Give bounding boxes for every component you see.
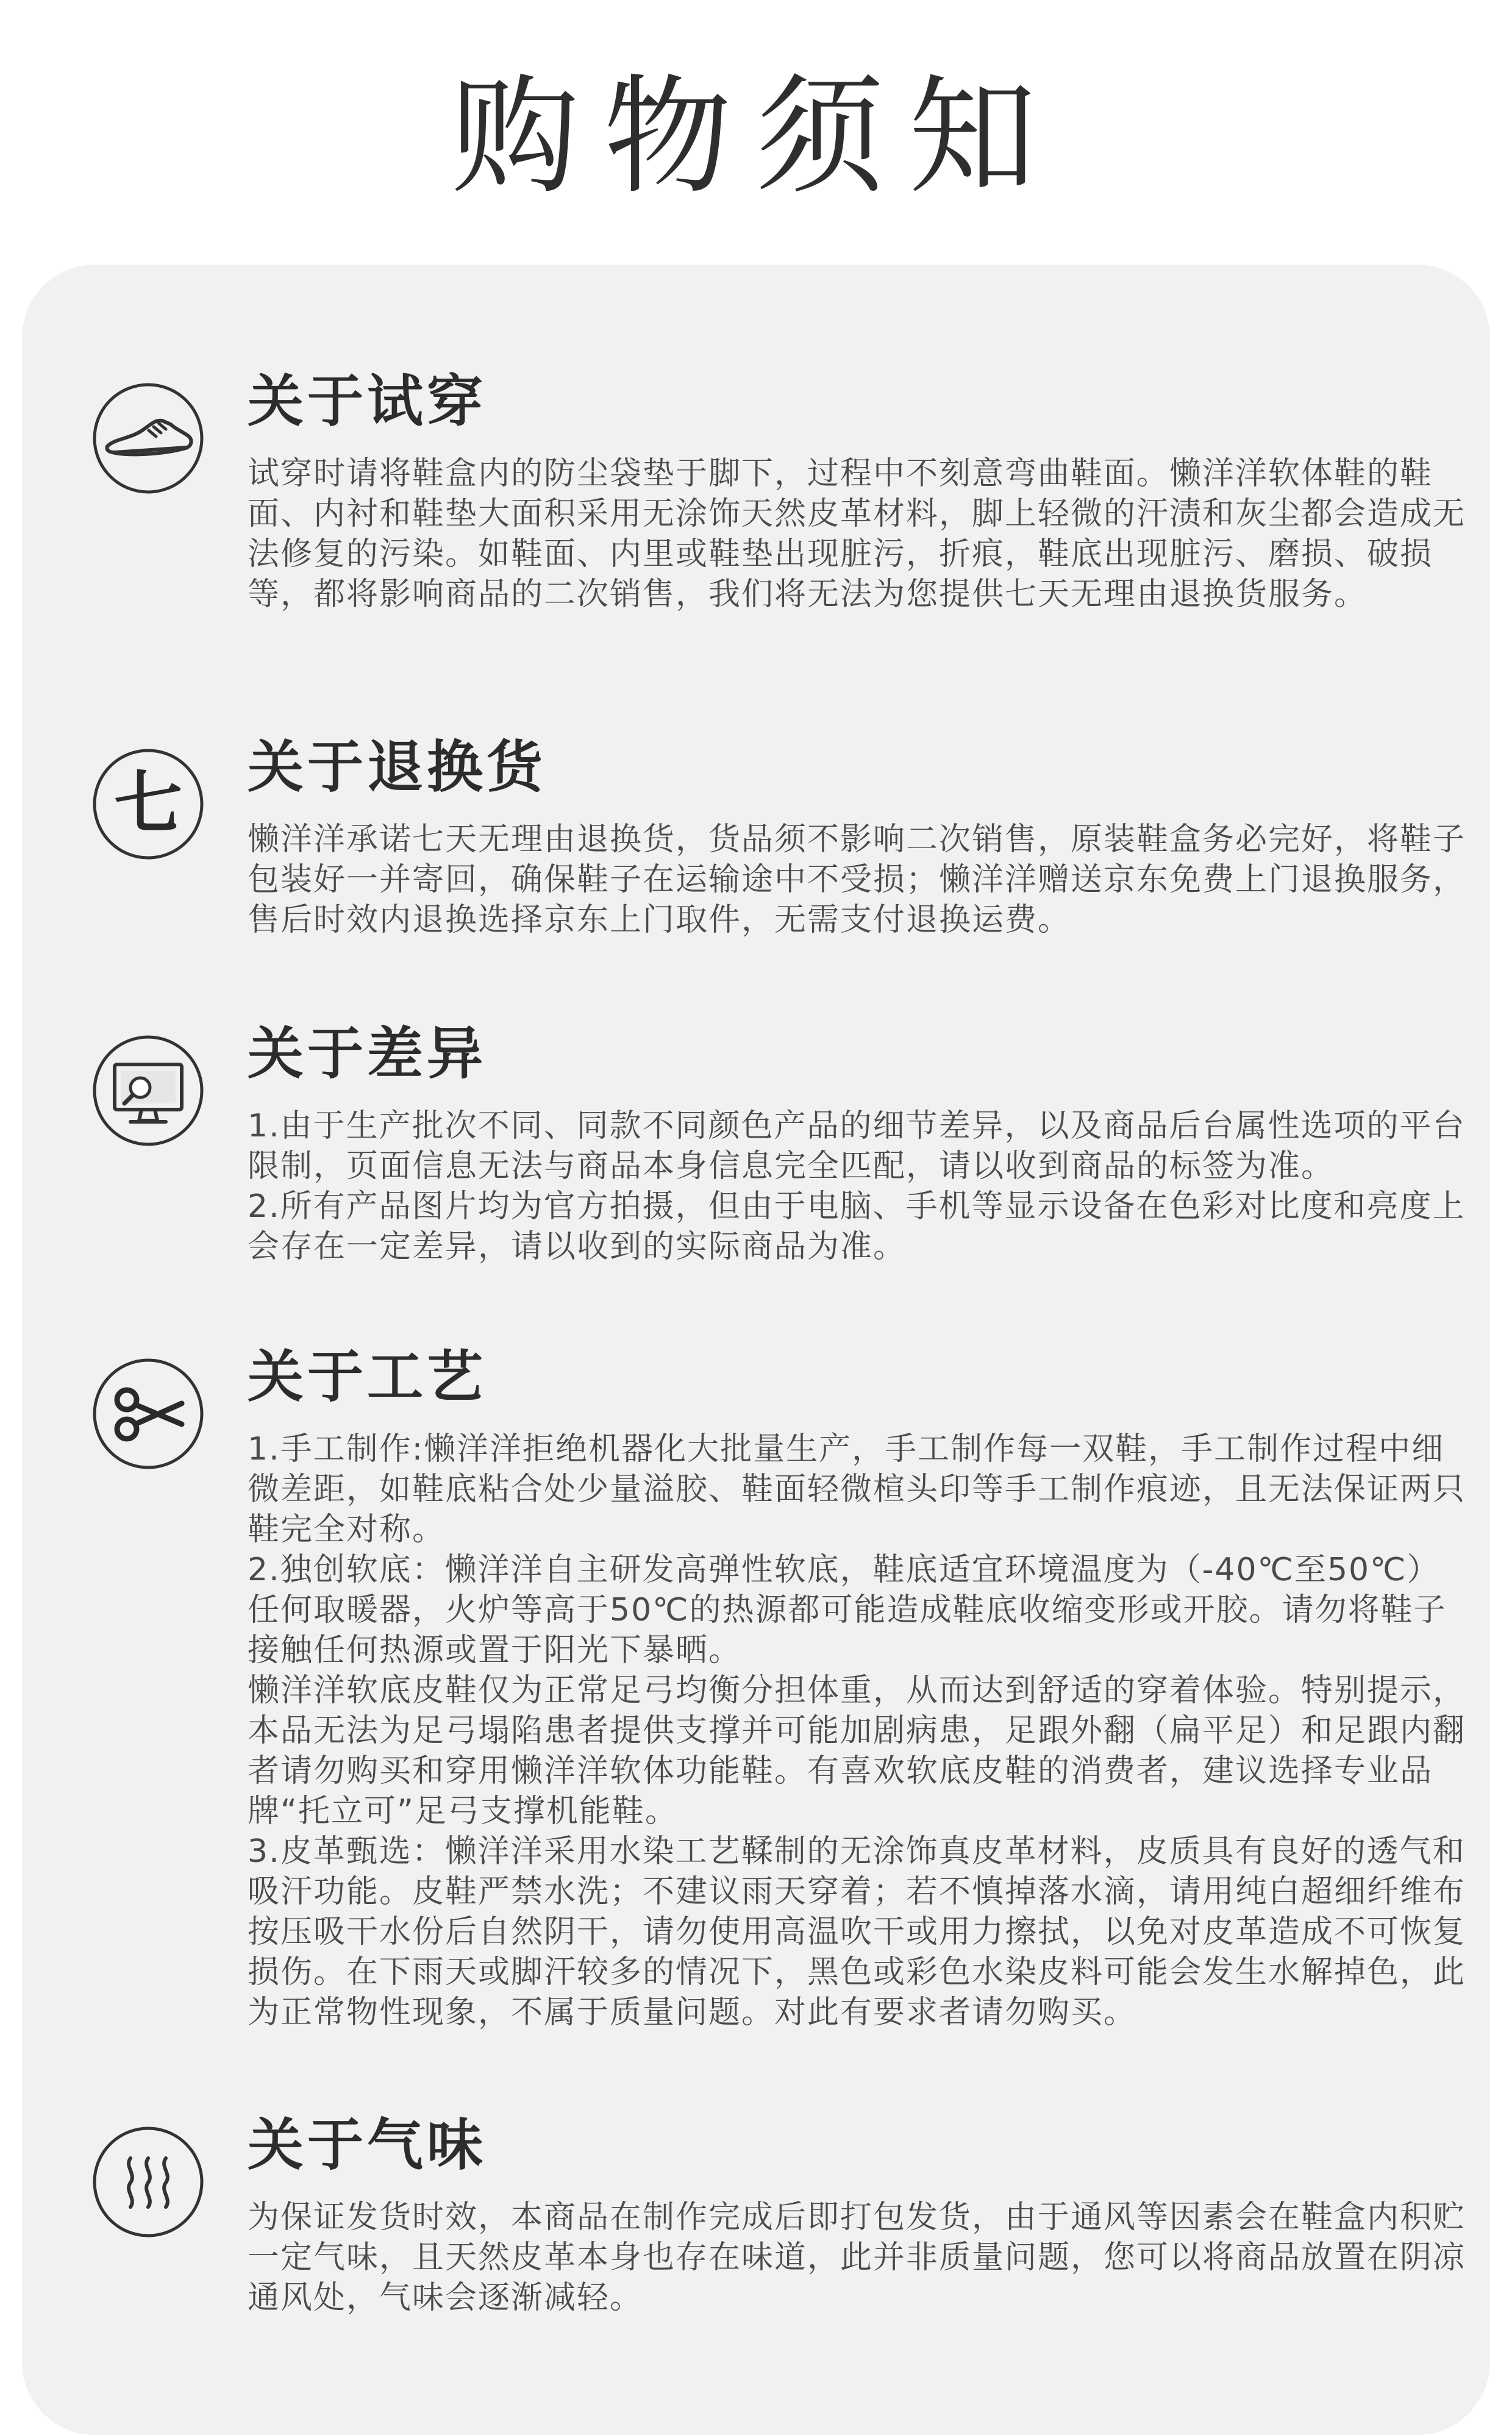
section-body: [248, 1429, 1466, 2033]
section-body: [248, 454, 1466, 615]
section-heading: 关于退换货: [248, 735, 547, 800]
section-paragraph: 试穿时请将鞋盒内的防尘袋垫于脚下，过程中不刻意弯曲鞋面。懒洋洋软体鞋的鞋面、内衬和鞋垫大面积采用无涂饰天然皮革材料，脚上轻微的汗渍和灰尘都会造成无法修复的污染。如鞋面、内里或鞋垫出现脏污，折痕，鞋底出现脏污、磨损、破损等，都将影响商品的二次销售，我们将无法为您提供七天无理由退换货服务。: [248, 455, 1466, 613]
shoe-icon: [90, 380, 206, 496]
section-paragraph: 2.所有产品图片均为官方拍摄，但由于电脑、手机等显示设备在色彩对比度和亮度上会存在一定差异，请以收到的实际商品为准。: [248, 1188, 1466, 1265]
scissors-icon: [90, 1356, 206, 1472]
monitor-magnifier-icon: [90, 1033, 206, 1149]
section-paragraph: 2.独创软底：懒洋洋自主研发高弹性软底，鞋底适宜环境温度为（-40℃至50℃）任何取暖器，火炉等高于50℃的热源都可能造成鞋底收缩变形或开胶。请勿将鞋子接触任何热源或置于阳光下暴晒。: [248, 1552, 1447, 1669]
section-body: [248, 1106, 1466, 1267]
notice-panel: [22, 265, 1490, 2435]
section-body: [248, 819, 1466, 940]
section-paragraph: 为保证发货时效，本商品在制作完成后即打包发货，由于通风等因素会在鞋盒内积贮一定气味，且天然皮革本身也存在味道，此并非质量问题，您可以将商品放置在阴凉通风处，气味会逐渐减轻。: [248, 2199, 1466, 2316]
seven-days-icon: [90, 746, 206, 862]
section-heading: 关于工艺: [248, 1344, 487, 1410]
page-title: 购物须知: [451, 62, 1061, 212]
svg-text:七: 七: [114, 764, 182, 843]
section-paragraph: 1.手工制作:懒洋洋拒绝机器化大批量生产，手工制作每一双鞋，手工制作过程中细微差距，如鞋底粘合处少量溢胶、鞋面轻微楦头印等手工制作痕迹，且无法保证两只鞋完全对称。: [248, 1431, 1466, 1548]
section-heading: 关于气味: [248, 2112, 487, 2178]
section-paragraph: 3.皮革甄选：懒洋洋采用水染工艺鞣制的无涂饰真皮革材料，皮质具有良好的透气和吸汗功能。皮鞋严禁水洗；不建议雨天穿着；若不慎掉落水滴，请用纯白超细纤维布按压吸干水份后自然阴干，请勿使用高温吹干或用力擦拭，以免对皮革造成不可恢复损伤。在下雨天或脚汗较多的情况下，黑色或彩色水染皮料可能会发生水解掉色，此为正常物性现象，不属于质量问题。对此有要求者请勿购买。: [248, 1833, 1466, 2031]
section-paragraph: 懒洋洋软底皮鞋仅为正常足弓均衡分担体重，从而达到舒适的穿着体验。特别提示，本品无法为足弓塌陷患者提供支撑并可能加剧病患，足跟外翻（扁平足）和足跟内翻者请勿购买和穿用懒洋洋软体功能鞋。有喜欢软底皮鞋的消费者，建议选择专业品牌“托立可”足弓支撑机能鞋。: [248, 1672, 1466, 1830]
section-body: [248, 2197, 1466, 2318]
odor-waves-icon: [90, 2124, 206, 2240]
section-paragraph: 懒洋洋承诺七天无理由退换货，货品须不影响二次销售，原装鞋盒务必完好，将鞋子包装好一并寄回，确保鞋子在运输途中不受损；懒洋洋赠送京东免费上门退换服务，售后时效内退换选择京东上门取件，无需支付退换运费。: [248, 821, 1466, 938]
section-heading: 关于差异: [248, 1021, 487, 1086]
section-paragraph: 1.由于生产批次不同、同款不同颜色产品的细节差异，以及商品后台属性选项的平台限制，页面信息无法与商品本身信息完全匹配，请以收到商品的标签为准。: [248, 1108, 1466, 1185]
section-heading: 关于试穿: [248, 369, 487, 434]
